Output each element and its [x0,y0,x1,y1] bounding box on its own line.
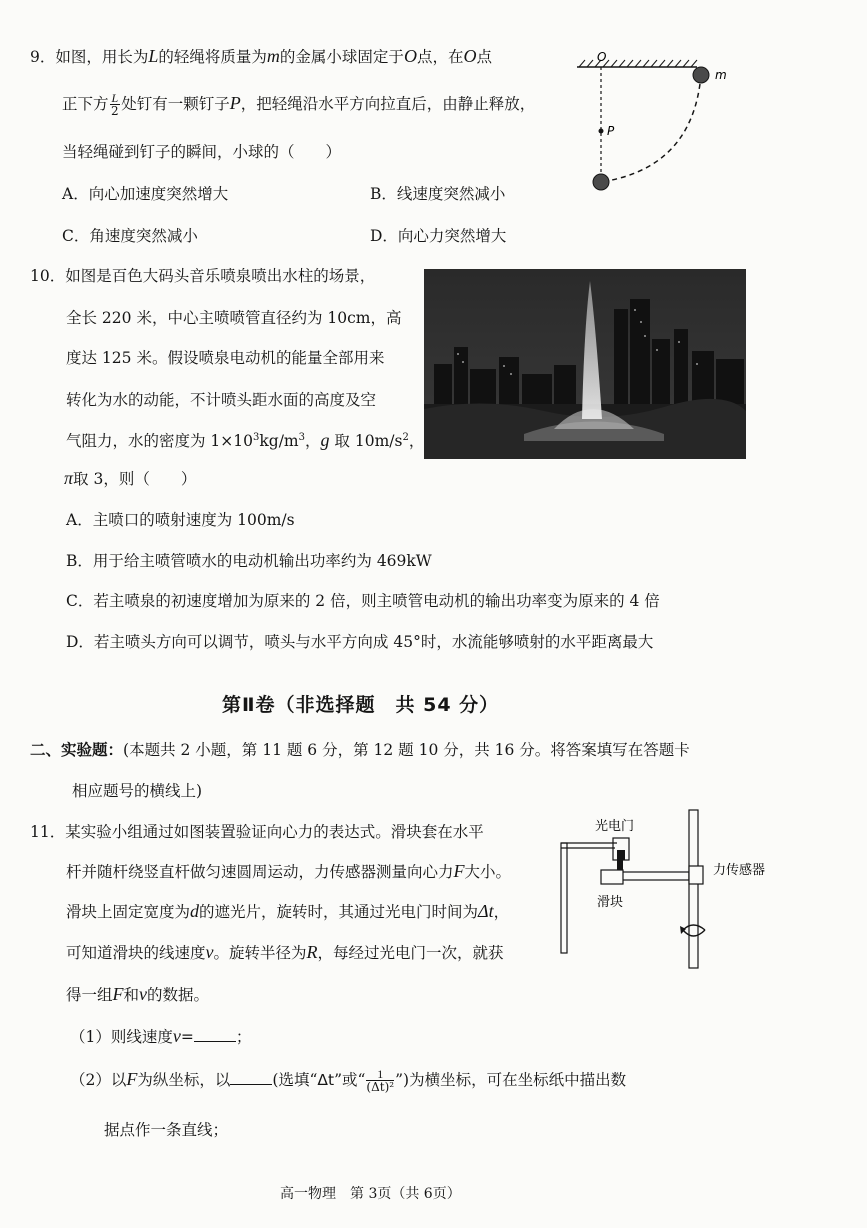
answer-blank-1[interactable] [194,1027,236,1042]
label-O: O [597,50,607,64]
q9-line3: 当轻绳碰到钉子的瞬间，小球的（ ） [62,143,342,161]
q9-option-a: A．向心加速度突然增大 [62,185,229,203]
q10-line4: 转化为水的动能，不计喷头距水面的高度及空 [66,391,377,409]
q10-option-d: D．若主喷头方向可以调节，喷头与水平方向成 45°时，水流能够喷射的水平距离最大 [66,633,654,651]
part2-header-line2: 相应题号的横线上) [72,782,203,800]
q10-line5: 气阻力，水的密度为 $1\times 10^3kg/m^3$，g 取 $10m/s^2$， [66,430,425,451]
horizontal-rod [617,872,689,880]
q10-line3: 度达 125 米。假设喷泉电动机的能量全部用来 [66,349,385,367]
q11-sub1: （1）则线速度v= ； [70,1026,252,1046]
q10-line6: π取 3，则（ ） [64,468,197,488]
q11-number: 11． [30,823,66,841]
q10-line2: 全长 220 米，中心主喷喷管直径约为 10cm，高 [66,309,402,327]
q10-number: 10． [30,267,66,285]
q10-option-a: A．主喷口的喷射速度为 100m/s [66,511,295,529]
label-m: m [715,68,727,82]
vertical-rod [689,810,698,968]
q10-option-c: C．若主喷泉的初速度增加为原来的 2 倍，则主喷管电动机的输出功率变为原来的 4 倍 [66,592,660,610]
part2-header: 二、实验题：(本题共 2 小题，第 11 题 6 分，第 12 题 10 分，共 16 分。将答案填写在答题卡 [30,740,690,759]
fraction-L-over-2: $\frac{L}{2}$ [111,91,119,118]
fraction-1-over-dt-squared: $\frac{1}{\text{(Δt)²}}$ [366,1067,395,1094]
label-P: P [607,124,615,138]
section-2-title: 第Ⅱ卷（非选择题 共 54 分） [222,694,500,716]
label-photogate: 光电门 [595,819,635,834]
apparatus-diagram [555,808,795,973]
q11-sub2: （2）以F为纵坐标，以 (选填“Δt”或“ $\frac{1}{\text{(Δt)²}}$ ”)为横坐标，可在坐标纸中描出数 [70,1067,627,1094]
pendulum-diagram [565,45,765,200]
nail-point [599,129,604,134]
q11-line1: 11．某实验小组通过如图装置验证向心力的表达式。滑块套在水平 [30,823,484,841]
q9-option-d: D．向心力突然增大 [370,227,507,245]
q11-line5: 得一组F和v的数据。 [66,984,210,1004]
slider-block-icon [601,870,623,884]
fountain-photo [424,269,746,459]
q10-option-b: B．用于给主喷管喷水的电动机输出功率约为 469kW [66,552,432,570]
label-force-sensor: 力传感器 [713,863,766,878]
q11-sub2-line2: 据点作一条直线； [104,1121,229,1139]
q11-line3: 滑块上固定宽度为d的遮光片，旋转时，其通过光电门时间为Δt， [66,901,510,921]
force-sensor-icon [689,866,703,884]
q9-line1: 9．如图，用长为L的轻绳将质量为m的金属小球固定于O点，在O点 [30,46,492,66]
q9-option-c: C．角速度突然减小 [62,227,198,245]
ball-bottom [593,174,609,190]
ball-start [693,67,709,83]
q10-line1: 10．如图是百色大码头音乐喷泉喷出水柱的场景， [30,267,376,285]
q9-option-b: B．线速度突然减小 [370,185,506,203]
q11-line2: 杆并随杆绕竖直杆做匀速圆周运动，力传感器测量向心力F大小。 [66,861,512,881]
q11-line4: 可知道滑块的线速度v。旋转半径为R，每经过光电门一次，就获 [66,942,504,962]
answer-blank-2[interactable] [230,1070,272,1085]
q9-line2: 正下方 $\frac{L}{2}$ 处钉有一颗钉子P，把轻绳沿水平方向拉直后，由静止释放， [62,91,536,118]
page-footer: 高一物理 第 3页（共 6页） [280,1186,461,1202]
q9-number: 9． [30,48,56,66]
label-slider: 滑块 [597,895,624,910]
